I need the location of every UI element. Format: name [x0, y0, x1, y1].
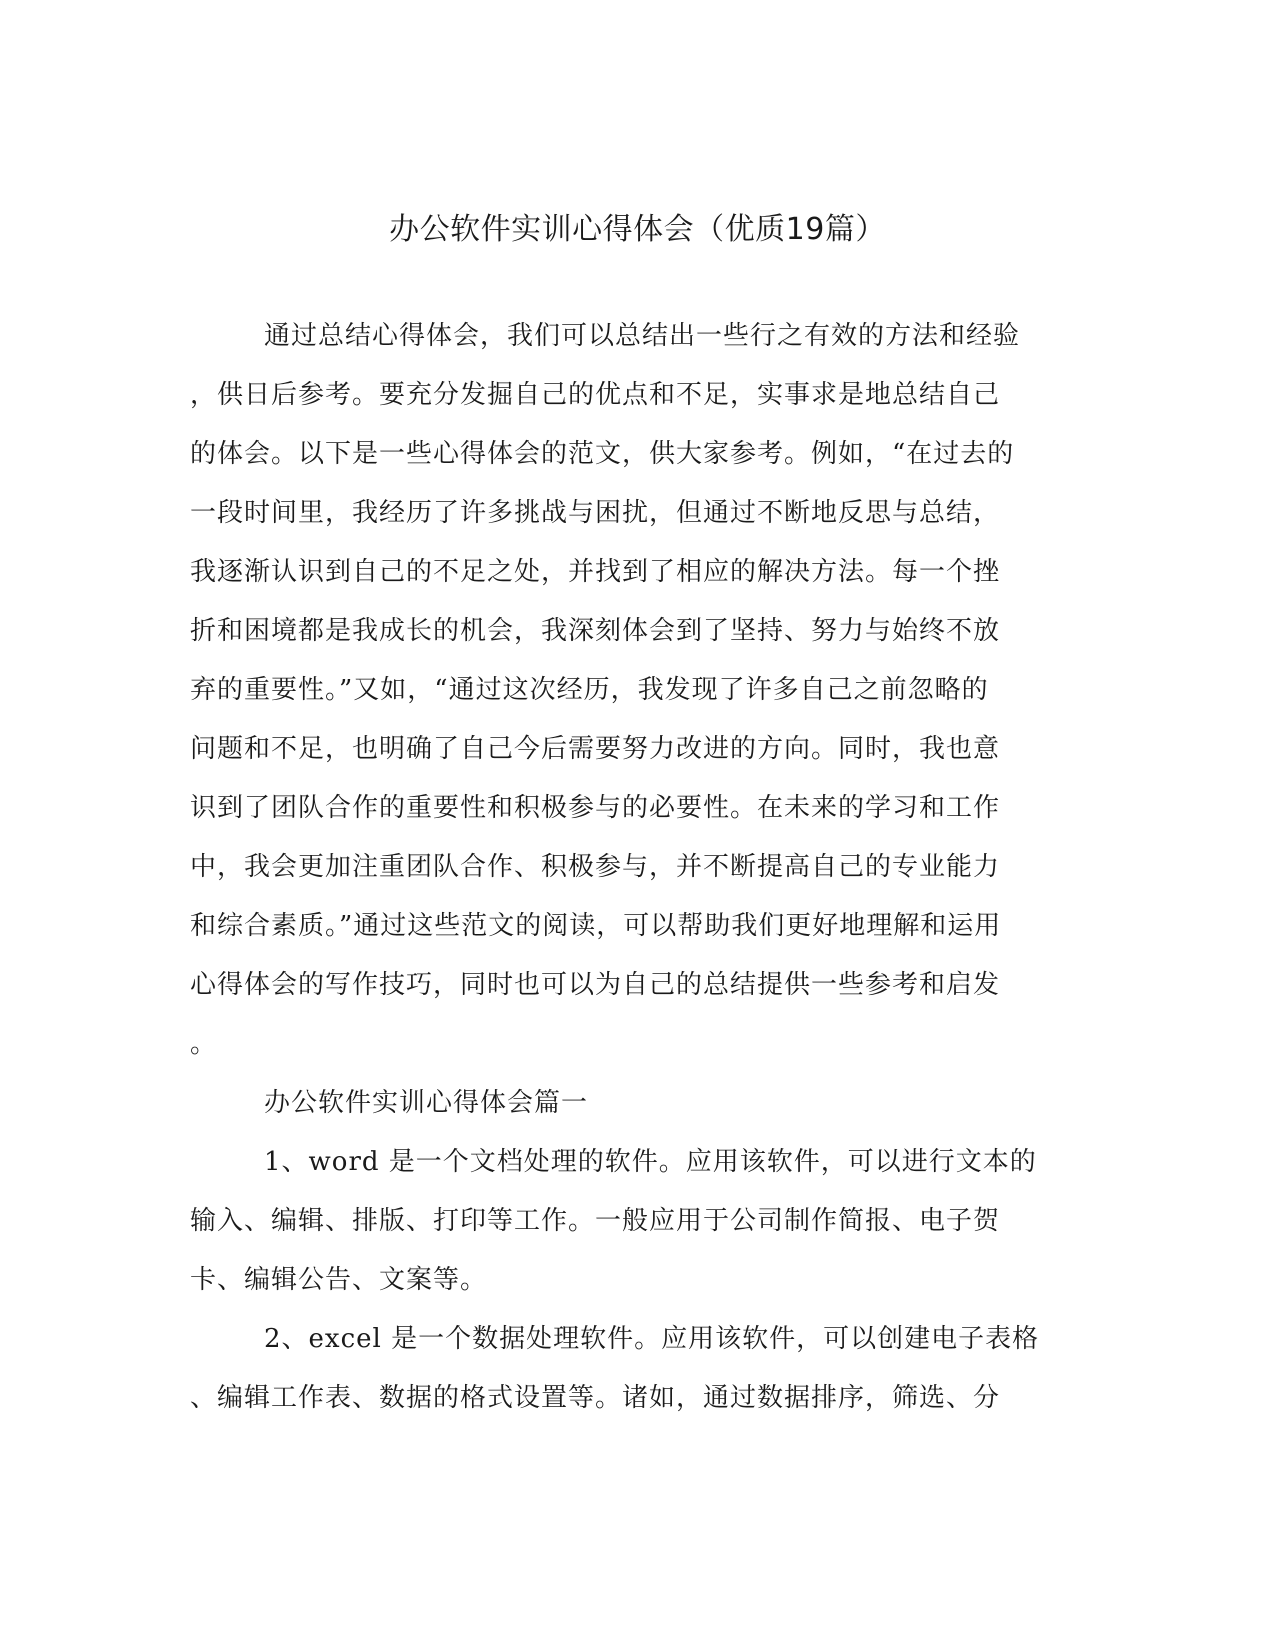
intro-line-7: 弃的重要性。”又如，“通过这次经历，我发现了许多自己之前忽略的	[190, 675, 989, 705]
intro-line-12: 心得体会的写作技巧，同时也可以为自己的总结提供一些参考和启发	[190, 970, 1001, 1000]
intro-line-2: ，供日后参考。要充分发掘自己的优点和不足，实事求是地总结自己	[190, 380, 1001, 410]
item2-line-1: 2、excel 是一个数据处理软件。应用该软件，可以创建电子表格	[264, 1324, 1040, 1354]
intro-line-10: 中，我会更加注重团队合作、积极参与，并不断提高自己的专业能力	[190, 852, 1001, 882]
intro-line-3: 的体会。以下是一些心得体会的范文，供大家参考。例如，“在过去的	[190, 439, 1015, 469]
item1-line-1: 1、word 是一个文档处理的软件。应用该软件，可以进行文本的	[264, 1147, 1037, 1177]
intro-line-5: 我逐渐认识到自己的不足之处，并找到了相应的解决方法。每一个挫	[190, 557, 1001, 587]
item2-line-2: 、编辑工作表、数据的格式设置等。诸如，通过数据排序，筛选、分	[190, 1383, 1001, 1413]
item1-line-3: 卡、编辑公告、文案等。	[190, 1265, 488, 1295]
intro-line-4: 一段时间里，我经历了许多挑战与困扰，但通过不断地反思与总结，	[190, 498, 1001, 528]
intro-line-13: 。	[190, 1029, 218, 1059]
section-heading: 办公软件实训心得体会篇一	[264, 1088, 589, 1118]
intro-line-8: 问题和不足，也明确了自己今后需要努力改进的方向。同时，我也意	[190, 734, 1001, 764]
intro-line-11: 和综合素质。”通过这些范文的阅读，可以帮助我们更好地理解和运用	[190, 911, 1002, 941]
intro-line-9: 识到了团队合作的重要性和积极参与的必要性。在未来的学习和工作	[190, 793, 1001, 823]
intro-line-6: 折和困境都是我成长的机会，我深刻体会到了坚持、努力与始终不放	[190, 616, 1001, 646]
item1-line-2: 输入、编辑、排版、打印等工作。一般应用于公司制作简报、电子贺	[190, 1206, 1001, 1236]
document-title: 办公软件实训心得体会（优质19篇）	[389, 212, 886, 247]
intro-line-1: 通过总结心得体会，我们可以总结出一些行之有效的方法和经验	[264, 321, 1021, 351]
